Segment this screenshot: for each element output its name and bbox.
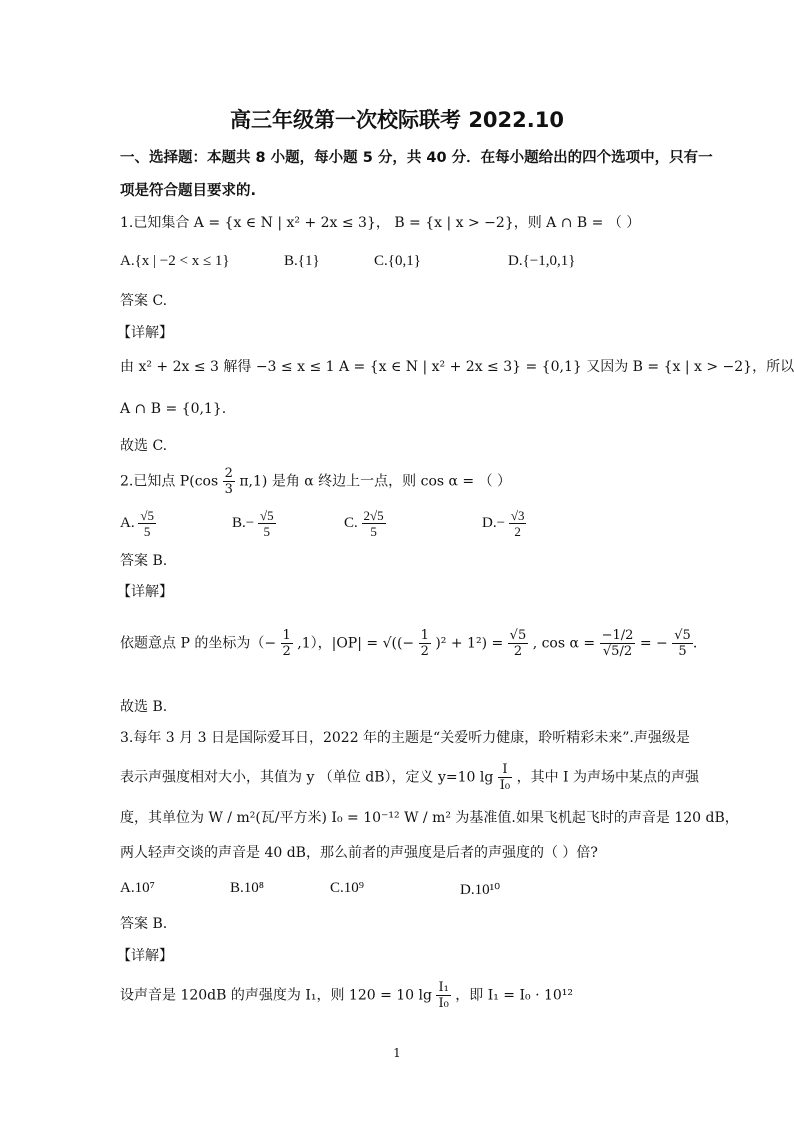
q2-option-d-sign: −	[496, 514, 506, 531]
page-title: 高三年级第一次校际联考 2022.10	[230, 108, 564, 132]
q2-sol-frac2-den: 2	[420, 644, 429, 659]
q1-option-b: B.{1}	[284, 253, 320, 269]
q3-line2-frac-den: I₀	[499, 778, 511, 793]
q3-line2-suffix: ，其中 I 为声场中某点的声强	[516, 769, 700, 786]
q2-stem-fraction	[223, 466, 235, 497]
section-heading-line2: 项是符合题目要求的.	[120, 183, 257, 199]
q2-sol-bigfrac-den: √5/2	[602, 644, 633, 659]
q2-option-a-num: √5	[140, 508, 154, 523]
q2-stem-frac-den: 3	[224, 482, 233, 497]
q3-sol-frac-den: I₀	[438, 996, 449, 1011]
q3-answer: 答案 B.	[120, 916, 168, 932]
q1-solution-line2: A ∩ B = {0,1}.	[120, 401, 227, 417]
q3-option-a: A.10⁷	[120, 880, 155, 896]
q3-option-d: D.10¹⁰	[460, 882, 501, 898]
q2-option-c	[344, 508, 386, 539]
q2-stem-frac-num: 2	[224, 466, 233, 481]
q2-stem-prefix: 2.已知点 P(cos	[120, 473, 219, 490]
q2-option-c-den: 5	[370, 524, 377, 539]
q2-sol-frac2-num: 1	[420, 628, 429, 643]
q3-line2-frac-num: I	[498, 762, 512, 778]
q3-sol-suffix: ，即 I₁ = I₀ · 10¹²	[455, 987, 574, 1004]
q3-option-c: C.10⁹	[330, 880, 364, 896]
q2-option-a-label: A.	[120, 514, 135, 531]
q2-sol-frac1-num: 1	[282, 628, 291, 643]
q3-line4: 两人轻声交谈的声音是 40 dB，那么前者的声强度是后者的声强度的（ ）倍?	[120, 845, 598, 861]
page-number: 1	[393, 1046, 401, 1060]
q2-answer: 答案 B.	[120, 553, 168, 569]
q2-option-d-label: D.	[482, 514, 497, 531]
q3-line2	[120, 762, 699, 793]
q2-sol-bigfrac-num: −1/2	[601, 628, 634, 643]
q2-sol-mid1: ,1），|OP| = √((−	[297, 635, 415, 652]
q2-option-b-den: 5	[263, 524, 271, 539]
q2-sol-end: .	[692, 635, 698, 652]
q2-option-d	[482, 508, 526, 539]
q2-option-a-den: 5	[143, 524, 151, 539]
q1-detail-label: 【详解】	[117, 325, 173, 341]
q2-sol-frac4-num: √5	[674, 628, 691, 643]
q1-conclusion: 故选 C.	[120, 438, 168, 454]
q2-option-b	[232, 508, 276, 539]
q2-sol-frac3-den: 2	[513, 644, 523, 659]
q2-sol-mid4: = −	[639, 635, 668, 652]
q2-stem	[120, 466, 511, 497]
q3-option-b: B.10⁸	[230, 880, 264, 896]
q2-conclusion: 故选 B.	[120, 699, 168, 715]
q2-sol-frac3-num: √5	[509, 628, 527, 643]
q2-option-b-sign: −	[245, 514, 255, 531]
q1-stem: 1.已知集合 A = {x ∈ N | x² + 2x ≤ 3}， B = {x | x > −2}，则 A ∩ B = （ ）	[120, 215, 641, 231]
q2-option-d-num: √3	[510, 508, 525, 523]
q2-option-c-num: 2√5	[363, 508, 384, 523]
q1-solution-line1: 由 x² + 2x ≤ 3 解得 −3 ≤ x ≤ 1 A = {x ∈ N | x² + 2x ≤ 3} = {0,1} 又因为 B = {x | x > −2}，所以	[120, 359, 794, 375]
section-heading-line1: 一、选择题：本题共 8 小题，每小题 5 分，共 40 分．在每小题给出的四个选项中，只有一	[120, 150, 713, 166]
q1-option-c: C.{0,1}	[374, 253, 421, 269]
q2-sol-frac1-den: 2	[282, 644, 291, 659]
q3-solution	[120, 980, 573, 1011]
q2-option-d-den: 2	[514, 524, 521, 539]
q2-sol-mid2: )² + 1²) =	[435, 635, 504, 652]
q2-sol-frac4-den: 5	[678, 644, 687, 659]
q2-option-c-label: C.	[344, 514, 358, 531]
q3-line1: 3.每年 3 月 3 日是国际爱耳日，2022 年的主题是“关爱听力健康，聆听精彩未来”.声强级是	[120, 730, 690, 746]
q2-detail-label: 【详解】	[117, 584, 173, 600]
q2-sol-mid3: , cos α =	[532, 635, 596, 652]
q1-option-d: D.{−1,0,1}	[508, 253, 576, 269]
q2-option-a	[120, 508, 156, 539]
q2-solution	[120, 628, 697, 659]
q3-sol-frac-num: I₁	[438, 980, 449, 995]
q3-detail-label: 【详解】	[117, 948, 173, 964]
q2-option-b-num: √5	[259, 508, 274, 523]
q3-sol-prefix: 设声音是 120dB 的声强度为 I₁，则 120 = 10 lg	[120, 987, 432, 1004]
q2-stem-suffix: π,1) 是角 α 终边上一点，则 cos α = （ ）	[239, 473, 512, 490]
q2-sol-prefix: 依题意点 P 的坐标为（−	[120, 635, 277, 652]
q3-line2-prefix: 表示声强度相对大小，其值为 y （单位 dB），定义 y=10 lg	[120, 769, 494, 786]
q3-line3: 度，其单位为 W / m²(瓦/平方米) I₀ = 10⁻¹² W / m² 为基准值.如果飞机起飞时的声音是 120 dB，	[120, 810, 739, 826]
q1-answer: 答案 C.	[120, 293, 168, 309]
q2-option-b-label: B.	[232, 514, 246, 531]
q1-option-a: A.{x | −2 < x ≤ 1}	[120, 253, 230, 269]
